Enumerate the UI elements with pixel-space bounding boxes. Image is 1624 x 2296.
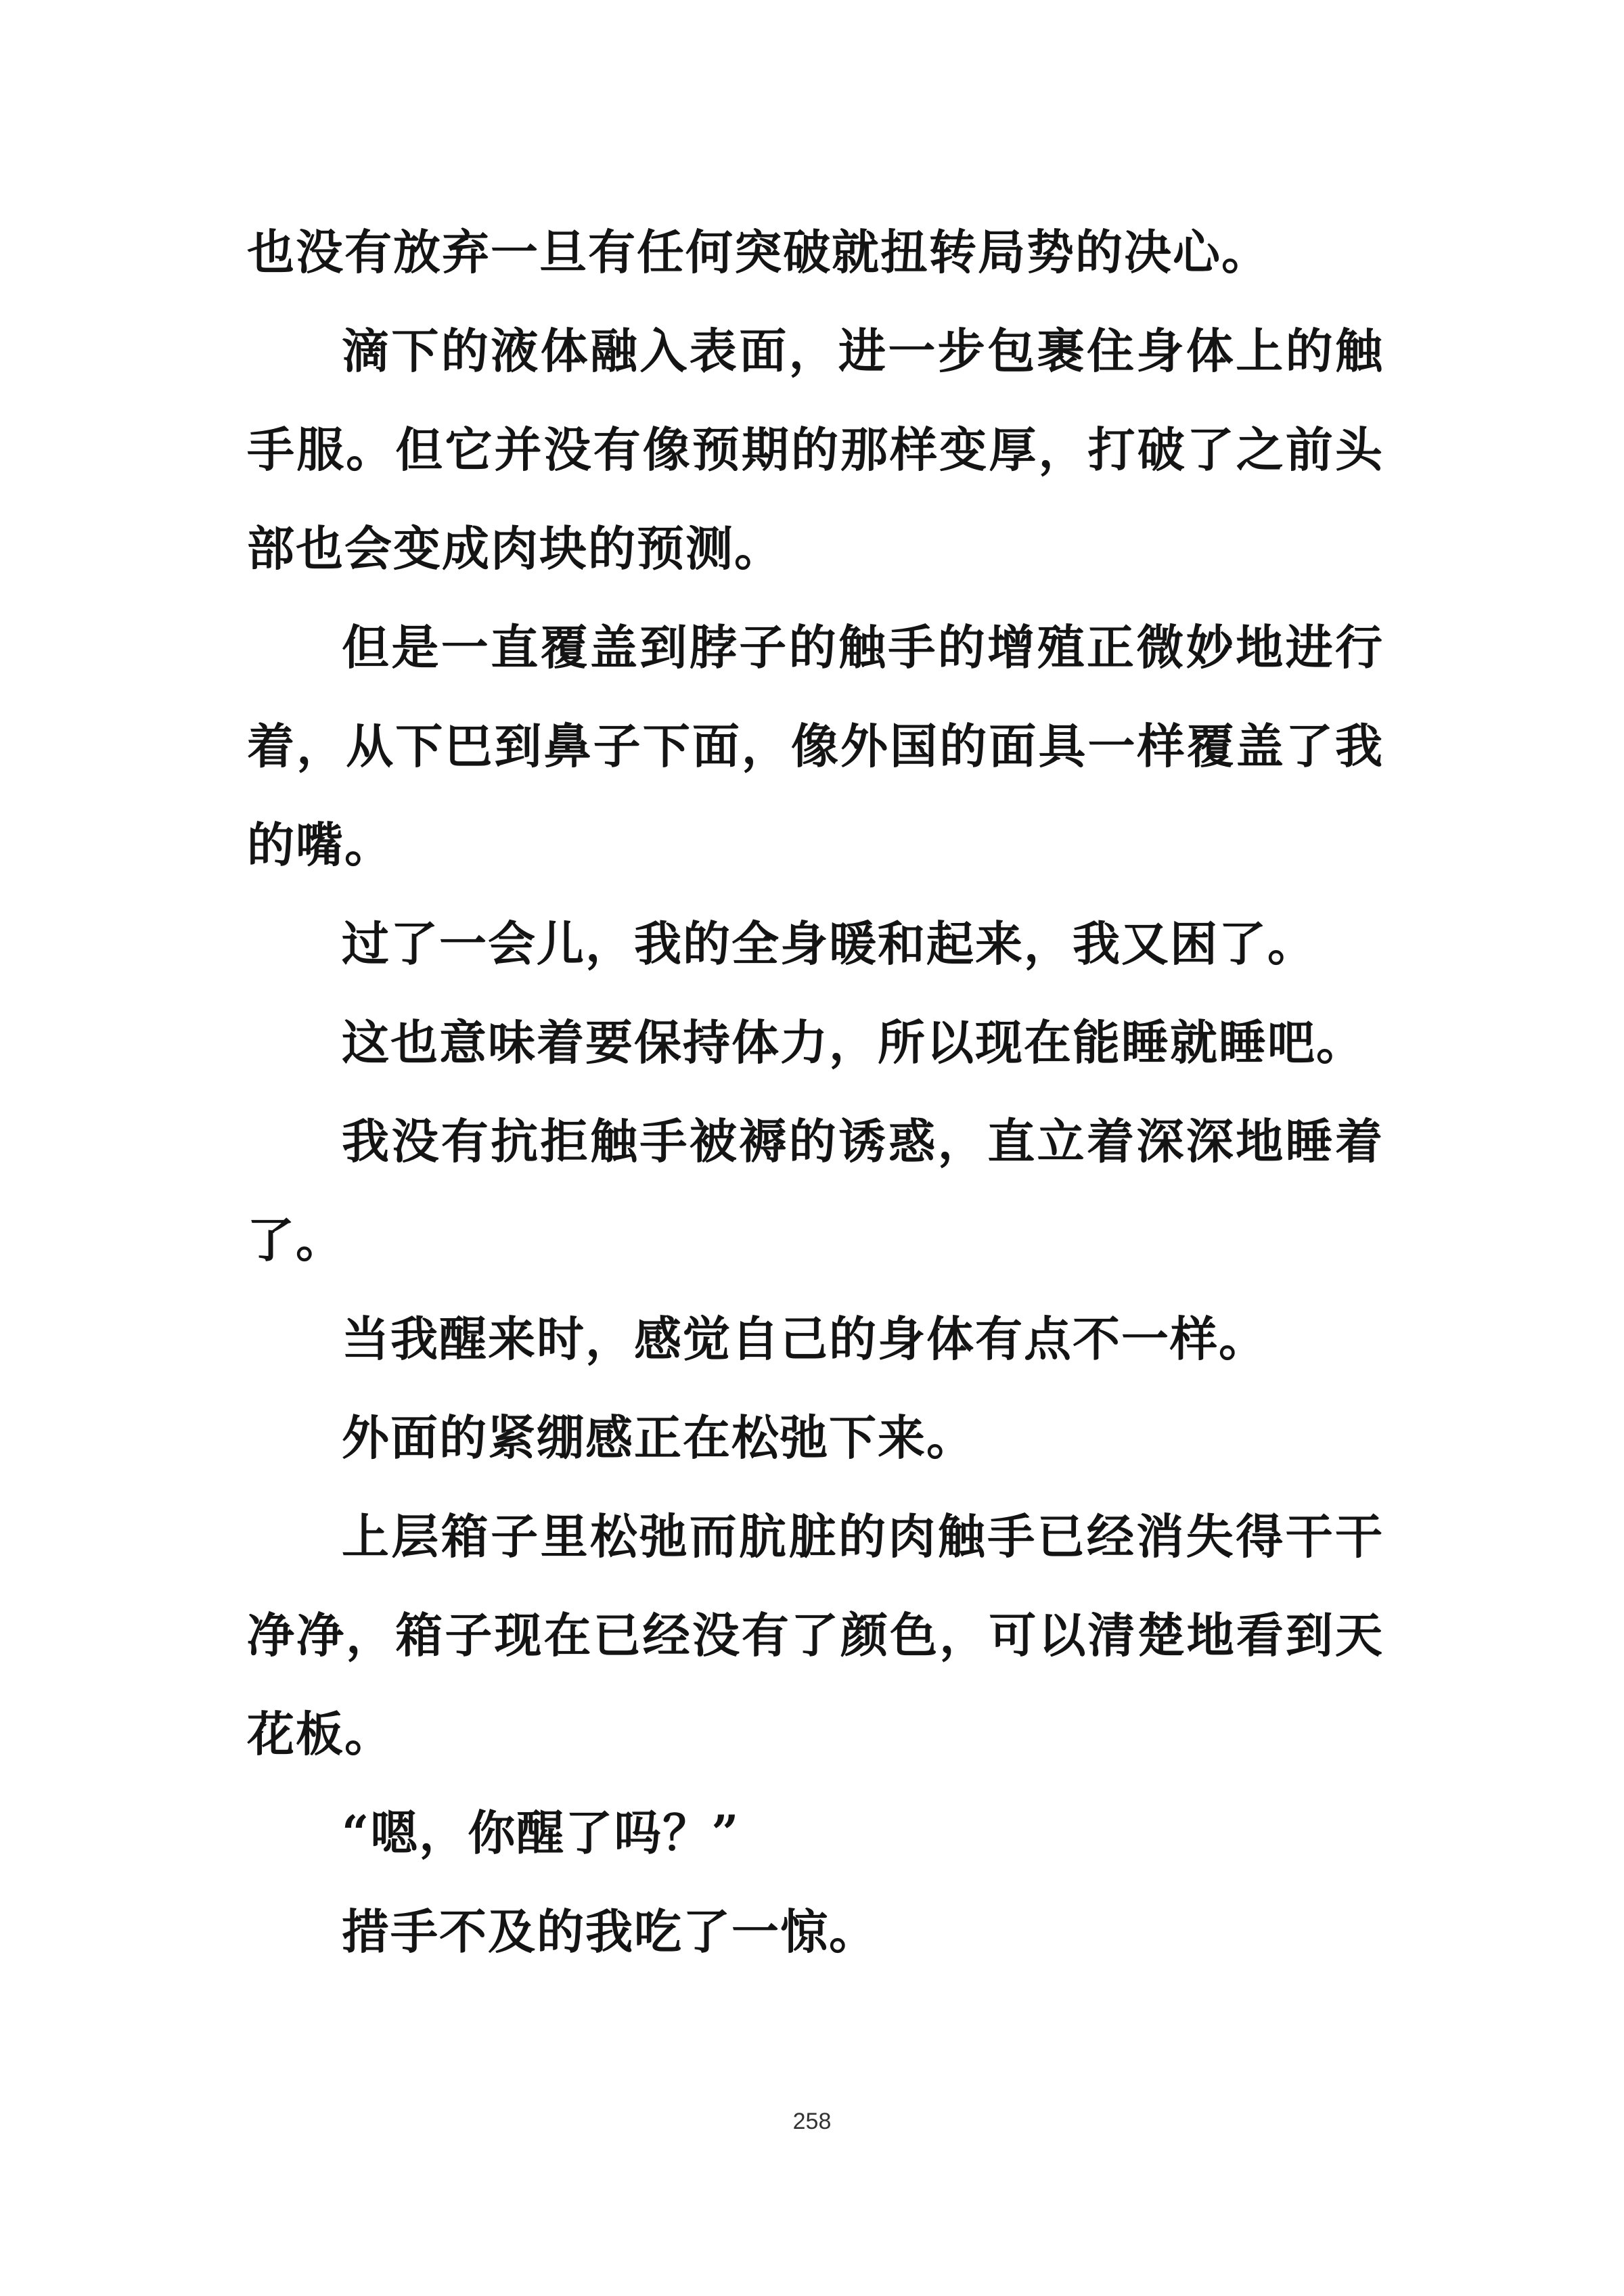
paragraph: 滴下的液体融入表面，进一步包裹住身体上的触手服。但它并没有像预期的那样变厚，打破了之前头部也会变成肉块的预测。 bbox=[247, 323, 1384, 577]
paragraph: 措手不及的我吃了一惊。 bbox=[342, 1904, 878, 1960]
paragraph: 但是一直覆盖到脖子的触手的增殖正微妙地进行着，从下巴到鼻子下面，像外国的面具一样覆盖了我的嘴。 bbox=[247, 619, 1384, 873]
paragraph: 过了一会儿，我的全身暖和起来，我又困了。 bbox=[342, 916, 1316, 972]
paragraph: 外面的紧绷感正在松弛下来。 bbox=[342, 1410, 975, 1466]
page-number: 258 bbox=[792, 2109, 832, 2134]
paragraph: 我没有抗拒触手被褥的诱惑，直立着深深地睡着了。 bbox=[247, 1113, 1384, 1268]
paragraph: 上层箱子里松弛而肮脏的肉触手已经消失得干干净净，箱子现在已经没有了颜色，可以清楚地看到天花板。 bbox=[247, 1508, 1384, 1762]
body-text bbox=[247, 203, 1384, 1981]
paragraph: 这也意味着要保持体力，所以现在能睡就睡吧。 bbox=[342, 1014, 1365, 1071]
paragraph: 也没有放弃一旦有任何突破就扭转局势的决心。 bbox=[247, 224, 1270, 280]
paragraph: 当我醒来时，感觉自己的身体有点不一样。 bbox=[342, 1311, 1267, 1367]
paragraph-dialogue: “嗯，你醒了吗？” bbox=[342, 1805, 740, 1861]
